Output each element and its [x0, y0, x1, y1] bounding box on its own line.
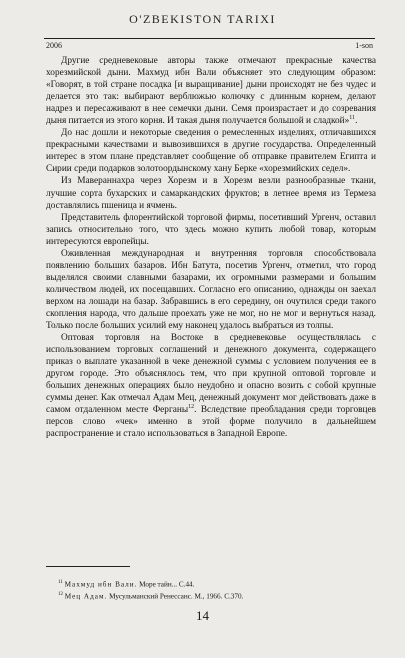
paragraph: Оптовая торговля на Востоке в средневековье осуществлялась с использованием торговых соглашений и денежного документа, содержащего приказ о выплате указанной в чеке денежной суммы с условием получения ее в другом городе. Это объяснялось тем, что при крупной оптовой торговле и больших денежных операциях было неудобно и опасно возить с собой крупные суммы денег. Как отмечал Адам Мец, денежный документ мог действовать даже в самом отдаленном месте Ферганы$^{12}$. Вследствие преобладания среди торговцев персов слово «чек» именно в этой форме получило в дальнейшем распространение и стало использоваться в Западной Европе.	[46, 333, 377, 440]
paragraph: Из Мавераннахра через Хорезм и в Хорезм везли разнообразные ткани, лучшие сорта бухарских и самаркандских фруктов; в летнее время из Термеза доставлялись пшеница и ячмень.	[46, 176, 376, 211]
issue-year: 2006	[46, 41, 62, 50]
running-title: O'ZBEKISTON TARIXI	[129, 12, 276, 26]
footnote: $^{12}$ Мец Адам. Мусульманский Ренессанс. М., 1966. С.370.	[58, 591, 244, 601]
footnote: $^{11}$ Махмуд ибн Вали. Море тайн... С.44.	[58, 580, 195, 589]
paragraph: Другие средневековые авторы также отмечают прекрасные качества хорезмийской дыни. Махмуд ибн Вали объясняет это следующим образом: «Говорят, в той стране посадка [и выращивание] дыни происходят не без чудес и делается это так: выбирают верблюжью колючку с длинным корнем, делают надрез и пересаживают в нее семечки дыни. Семя произрастает и до созревания дыня питается из этого корня. И такая дыня получается большой и сладкой»$^{11}$.	[46, 56, 376, 127]
header-rule	[44, 38, 375, 39]
paragraph: До нас дошли и некоторые сведения о ремесленных изделиях, отличавшихся прекрасными качествами и вывозившихся в другие государства. Определенный интерес в этом плане представляет сообщение об отправке правителем Египта и Сирии среди подарков золотоордынскому хану Берке «хорезмийских седел».	[46, 128, 376, 175]
footnote-ref[interactable]: 11	[349, 115, 356, 122]
article-body	[46, 55, 376, 441]
paragraph: Оживленная международная и внутренняя торговля способствовала появлению больших базаров. Ибн Батута, посетив Ургенч, отметил, что город выделялся своими славными базарами, их огромными размерами и большим количеством людей, их посещавших. Согласно его описанию, однажды он заехал верхом на лошади на базар. Забравшись в его середину, он очутился среди такого скопления народа, что дальше проехать уже не мог, но не мог и вернуться назад. Только после больших усилий ему наконец удалось выбраться из толпы.	[46, 248, 376, 332]
page-number: 14	[196, 608, 209, 623]
footnote-rule	[46, 566, 130, 567]
paragraph: Представитель флорентийской торговой фирмы, посетивший Ургенч, оставил запись относительно того, что здесь можно купить любой товар, которым интересуются европейцы.	[46, 212, 376, 247]
footnotes	[58, 578, 368, 602]
issue-number: 1-son	[355, 41, 373, 50]
footnote-ref[interactable]: 12	[188, 404, 195, 411]
